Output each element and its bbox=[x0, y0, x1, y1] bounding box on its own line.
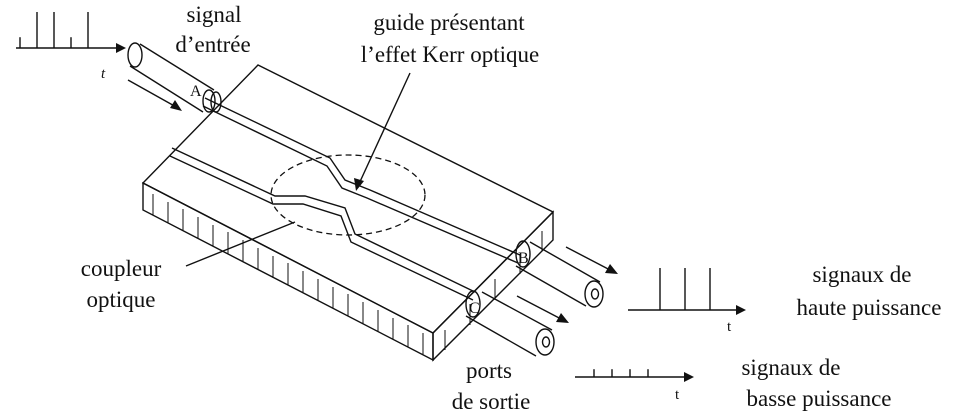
input-axis-arrowhead bbox=[116, 43, 126, 53]
flow-arrow-output-c bbox=[517, 296, 569, 323]
low-power-time-label: t bbox=[675, 387, 680, 403]
input-signal-label-line2: d’entrée bbox=[175, 32, 251, 57]
lower-waveguide bbox=[170, 148, 475, 300]
low-power-pulse-train bbox=[575, 369, 694, 382]
high-power-pulse-train bbox=[628, 268, 746, 315]
input-pulse-train bbox=[16, 12, 126, 53]
port-b-label: B bbox=[518, 250, 529, 267]
coupler-label-line1: coupleur bbox=[80, 256, 162, 281]
input-signal-label-line1: signal bbox=[186, 2, 242, 27]
low-power-axis-arrowhead bbox=[684, 372, 694, 382]
substrate-top-face bbox=[143, 65, 553, 333]
flow-arrow-input bbox=[128, 80, 182, 111]
port-a-label: A bbox=[190, 83, 202, 100]
input-time-label: t bbox=[101, 66, 106, 82]
high-power-label-line1: signaux de bbox=[812, 262, 912, 287]
flow-arrow-output-b bbox=[566, 247, 618, 274]
port-c-label: C bbox=[469, 300, 480, 317]
low-power-label-line1: signaux de bbox=[741, 355, 841, 380]
output-ports-label-line2: de sortie bbox=[451, 389, 531, 414]
high-power-time-label: t bbox=[727, 319, 732, 335]
output-fiber-b-icon bbox=[516, 241, 603, 307]
kerr-guide-label-line1: guide présentant bbox=[373, 10, 525, 35]
kerr-guide-leader bbox=[354, 73, 410, 191]
high-power-label-line2: haute puissance bbox=[796, 295, 942, 320]
coupler-label-line2: optique bbox=[86, 287, 156, 312]
coupler-leader bbox=[186, 222, 295, 266]
low-power-label-line2: basse puissance bbox=[746, 386, 892, 411]
high-power-axis-arrowhead bbox=[736, 305, 746, 315]
output-ports-label-line1: ports bbox=[466, 358, 512, 383]
kerr-guide-label-line2: l’effet Kerr optique bbox=[360, 42, 540, 67]
